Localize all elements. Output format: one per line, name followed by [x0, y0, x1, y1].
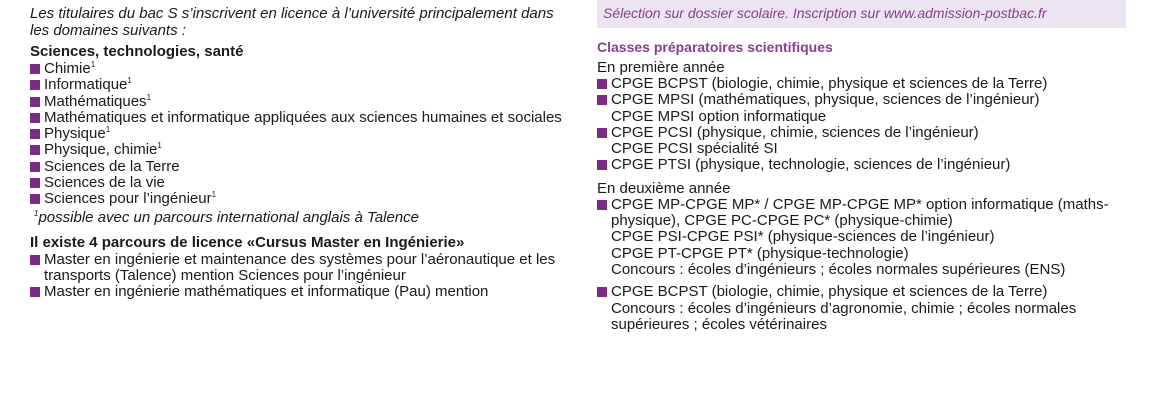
footnote-marker: 1: [146, 92, 152, 102]
year2-label: En deuxième année: [597, 179, 731, 197]
list-item-label: Sciences pour l’ingénieur: [44, 190, 212, 208]
square-bullet-icon: [30, 178, 40, 188]
list-item-label: Mathématiques et informatique appliquées aux sciences humaines et sociales: [44, 108, 562, 126]
licence-list: [30, 61, 570, 208]
list-item: [30, 61, 570, 77]
list-item-line: CPGE PCSI (physique, chimie, sciences de l’ingénieur): [611, 123, 979, 141]
square-bullet-icon: [597, 287, 607, 297]
footnote-marker: 1: [90, 60, 96, 69]
square-bullet-icon: [30, 80, 40, 90]
list-item-label: Sciences de la Terre: [44, 157, 180, 175]
list-item: [30, 175, 570, 191]
list-item-label: Master en ingénierie mathématiques et informatique (Pau) mention: [44, 283, 489, 301]
list-item-line: CPGE BCPST (biologie, chimie, physique et sciences de la Terre): [611, 75, 1048, 92]
list-item: [30, 110, 570, 126]
footnote-marker: 1: [211, 190, 217, 200]
list-item-label: Master en ingénierie et maintenance des systèmes pour l’aéronautique et les transports (Talence) mention Sciences pour l’ingénieur: [44, 250, 556, 284]
list-item-label: Physique, chimie: [44, 141, 158, 159]
list-item-label: Informatique: [44, 76, 128, 94]
footnote: [30, 209, 570, 226]
square-bullet-icon: [597, 160, 607, 170]
square-bullet-icon: [30, 97, 40, 107]
square-bullet-icon: [30, 255, 40, 265]
list-item-line: CPGE MPSI (mathématiques, physique, sciences de l’ingénieur): [611, 91, 1040, 109]
list-item-line: Concours : écoles d’ingénieurs d’agronomie, chimie ; écoles normales supérieures ; écoles vétérinaires: [611, 299, 1077, 333]
list-item-label: Mathématiques: [44, 92, 147, 110]
list-item: [597, 76, 1127, 92]
footnote-marker: 1: [127, 76, 132, 86]
square-bullet-icon: [30, 113, 40, 123]
square-bullet-icon: [30, 129, 40, 139]
list-item-line: CPGE BCPST (biologie, chimie, physique et sciences de la Terre): [611, 283, 1048, 301]
list-item: [30, 126, 570, 142]
list-item: [30, 159, 570, 175]
list-item-line: CPGE PSI-CPGE PSI* (physique-sciences de l’ingénieur): [611, 228, 995, 246]
list-item-line: CPGE PTSI (physique, technologie, sciences de l’ingénieur): [611, 156, 1011, 174]
list-item-line: CPGE MP-CPGE MP* / CPGE MP-CPGE MP* option informatique (maths-physique), CPGE PC-CPGE PC* (physique-chimie): [611, 195, 1109, 230]
footnote-mark: 1: [34, 208, 39, 218]
intro-text: Les titulaires du bac S s’inscrivent en licence à l’université principalement dans les domaines suivants :: [30, 5, 554, 39]
square-bullet-icon: [597, 79, 607, 89]
list-item-line: CPGE MPSI option informatique: [611, 107, 827, 125]
selection-banner: Sélection sur dossier scolaire. Inscription sur www.admission-postbac.fr: [597, 0, 1126, 28]
list-item-label: Chimie: [44, 60, 91, 77]
list-item-line: Concours : écoles d’ingénieurs ; écoles normales supérieures (ENS): [611, 260, 1066, 278]
square-bullet-icon: [30, 162, 40, 172]
section-title-cmi: Il existe 4 parcours de licence «Cursus Master en Ingénierie»: [30, 233, 465, 251]
year1-label: En première année: [597, 59, 725, 76]
left-column: [30, 5, 570, 301]
footnote-text: possible avec un parcours international anglais à Talence: [38, 208, 419, 226]
list-item: [30, 142, 570, 158]
square-bullet-icon: [597, 200, 607, 210]
section-title-sciences: Sciences, technologies, santé: [30, 43, 244, 60]
list-item: [30, 191, 570, 207]
cmi-list: [30, 252, 570, 301]
list-item-label: Sciences de la vie: [44, 174, 165, 192]
list-item-line: CPGE PT-CPGE PT* (physique-technologie): [611, 244, 909, 262]
square-bullet-icon: [30, 287, 40, 297]
footnote-marker: 1: [157, 141, 162, 151]
right-column: [597, 0, 1127, 333]
year2-list: [597, 197, 1127, 333]
footnote-marker: 1: [105, 125, 111, 135]
list-item: [30, 77, 570, 93]
square-bullet-icon: [30, 145, 40, 155]
list-item: [597, 284, 1127, 333]
square-bullet-icon: [30, 194, 40, 204]
list-item: [597, 92, 1127, 125]
list-item: [597, 157, 1127, 173]
list-item-line: CPGE PCSI spécialité SI: [611, 140, 778, 158]
year1-list: [597, 76, 1127, 174]
list-item: [597, 197, 1127, 278]
list-item: [30, 252, 570, 285]
list-item: [30, 94, 570, 110]
list-item-label: Physique: [44, 125, 106, 143]
square-bullet-icon: [597, 95, 607, 105]
list-item: [30, 284, 570, 300]
cpge-heading: Classes préparatoires scientifiques: [597, 39, 833, 55]
square-bullet-icon: [30, 64, 40, 74]
list-item: [597, 125, 1127, 158]
square-bullet-icon: [597, 128, 607, 138]
